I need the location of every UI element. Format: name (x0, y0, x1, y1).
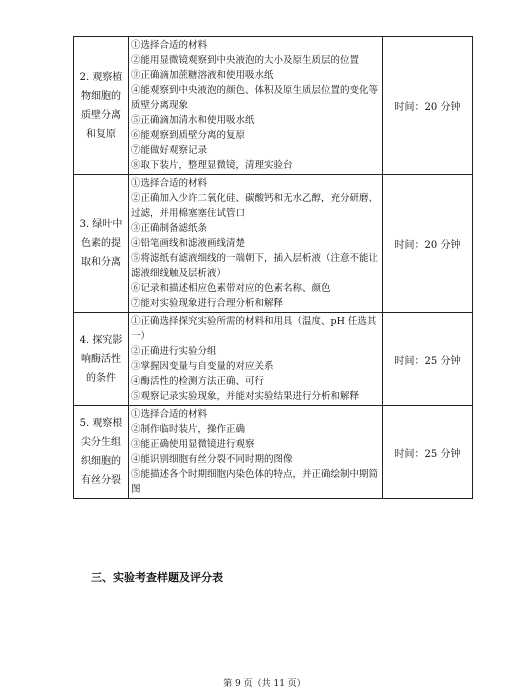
requirements-cell (129, 175, 383, 313)
page-footer: 第 9 页（共 11 页） (223, 679, 306, 689)
experiment-name: 3. 绿叶中色素的提取和分离 (79, 219, 123, 268)
requirement-item: ④能识别细胞有丝分裂不同时期的图像 (131, 454, 293, 465)
requirement-item: ⑧取下装片，整理显微镜，清理实验台 (131, 160, 293, 171)
requirement-item: ④铅笔画线和滤液画线清楚 (131, 238, 246, 249)
requirement-item: ②能用显微镜观察到中央液泡的大小及原生质层的位置 (131, 55, 360, 66)
time-cell: 时间：20 分钟 (383, 175, 473, 313)
experiment-name-cell (74, 313, 129, 406)
requirement-item: ⑤正确滴加清水和使用吸水纸 (131, 115, 255, 126)
requirement-item: ①正确选择探究实验所需的材料和用具（温度、pH 任选其一） (131, 316, 377, 342)
experiment-name-cell (74, 37, 129, 175)
experiment-table (73, 36, 473, 499)
requirement-item: ②正确加入少许二氧化硅、碳酸钙和无水乙醇，充分研磨、过滤，并用棉塞塞住试管口 (131, 193, 379, 219)
requirement-item: ⑤将滤纸有滤液细线的一端朝下，插入层析液（注意不能让滤液细线触及层析液） (131, 253, 379, 279)
requirement-item: ⑦能做好观察记录 (131, 145, 208, 156)
requirement-item: ①选择合适的材料 (131, 178, 208, 189)
requirement-item: ⑤能描述各个时期细胞内染色体的特点，并正确绘制中期简图 (131, 469, 379, 495)
requirement-item: ①选择合适的材料 (131, 40, 208, 51)
requirement-item: ③正确制备滤纸条 (131, 223, 208, 234)
requirement-item: ③能正确使用显微镜进行观察 (131, 439, 255, 450)
requirement-item: ⑦能对实验现象进行合理分析和解释 (131, 298, 284, 309)
requirement-item: ③正确滴加蔗糖溶液和使用吸水纸 (131, 70, 274, 81)
requirements-cell (129, 406, 383, 499)
table-row (74, 37, 473, 175)
experiment-name: 2. 观察植物细胞的质壁分离和复原 (79, 71, 123, 140)
experiment-name: 4. 探究影响酶活性的条件 (79, 334, 123, 384)
requirement-item: ④酶活性的检测方法正确、可行 (131, 376, 265, 387)
requirement-item: ②制作临时装片，操作正确 (131, 424, 246, 435)
table-row (74, 175, 473, 313)
experiment-name-cell (74, 406, 129, 499)
experiment-name-cell (74, 175, 129, 313)
table-row (74, 313, 473, 406)
requirement-item: ⑤观察记录实验现象，并能对实验结果进行分析和解释 (131, 391, 360, 402)
table-row (74, 406, 473, 499)
requirement-item: ⑥记录和描述相应色素带对应的色素名称、颜色 (131, 283, 331, 294)
section-title: 三、实验考查样题及评分表 (91, 571, 223, 584)
time-cell: 时间：20 分钟 (383, 37, 473, 175)
requirement-item: ①选择合适的材料 (131, 409, 208, 420)
requirement-item: ③掌握因变量与自变量的对应关系 (131, 361, 274, 372)
time-cell: 时间：25 分钟 (383, 313, 473, 406)
requirements-cell (129, 313, 383, 406)
requirement-item: ⑥能观察到质壁分离的复原 (131, 130, 246, 141)
requirement-item: ②正确进行实验分组 (131, 346, 217, 357)
requirement-item: ④能观察到中央液泡的颜色、体积及原生质层位置的变化等质壁分离现象 (131, 85, 379, 111)
requirements-cell (129, 37, 383, 175)
experiment-name: 5. 观察根尖分生组织细胞的有丝分裂 (79, 418, 123, 486)
time-cell: 时间：25 分钟 (383, 406, 473, 499)
